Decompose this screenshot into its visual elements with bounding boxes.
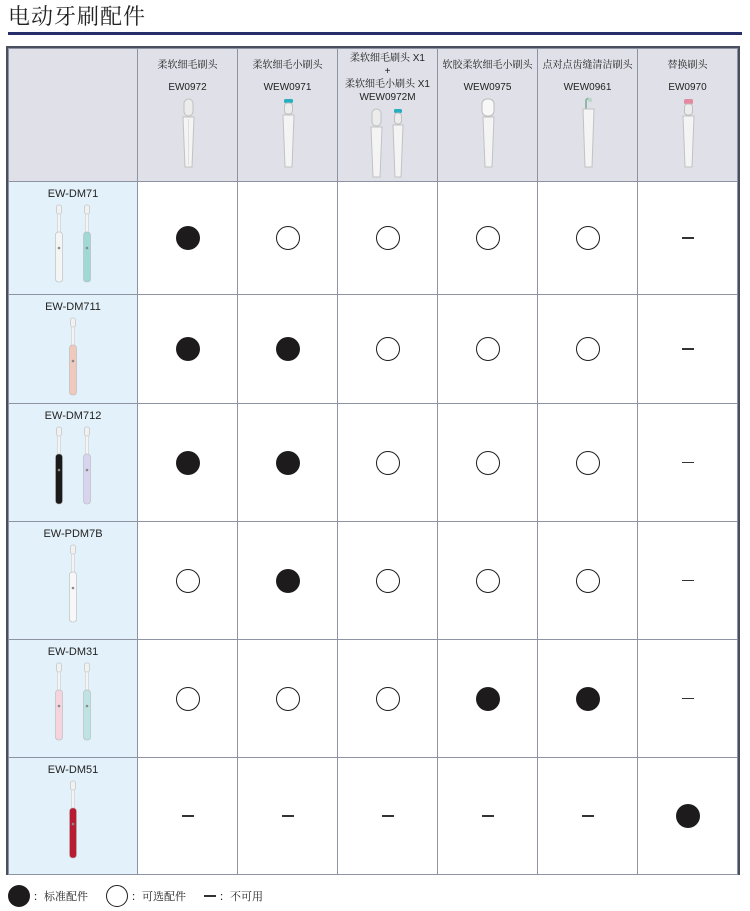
optional-accessory-mark-icon bbox=[176, 687, 200, 711]
standard-accessory-mark-icon bbox=[676, 804, 700, 828]
model-header bbox=[9, 522, 138, 640]
not-applicable-dash-icon bbox=[682, 237, 694, 239]
accessory-header-ew0972 bbox=[138, 49, 238, 182]
model-name: EW-DM51 bbox=[47, 764, 99, 776]
optional-accessory-mark-icon bbox=[476, 451, 500, 475]
accessory-name: 柔软细毛刷头 bbox=[157, 60, 218, 71]
accessory-name: 替换刷头 bbox=[667, 60, 708, 71]
standard-accessory-mark-icon bbox=[276, 451, 300, 475]
not-applicable-dash-icon bbox=[204, 895, 216, 897]
compatibility-cell bbox=[438, 640, 538, 758]
compatibility-cell bbox=[138, 522, 238, 640]
accessory-header-wew0975 bbox=[438, 49, 538, 182]
model-name: EW-DM711 bbox=[45, 301, 101, 313]
model-row bbox=[9, 758, 738, 875]
not-applicable-dash-icon bbox=[682, 462, 694, 464]
compatibility-cell bbox=[138, 295, 238, 404]
model-name: EW-PDM7B bbox=[43, 528, 103, 540]
optional-accessory-mark-icon bbox=[376, 687, 400, 711]
compatibility-cell bbox=[238, 522, 338, 640]
title-underline bbox=[8, 32, 742, 35]
accessory-name: 柔软细毛小刷头 bbox=[252, 60, 323, 71]
model-header bbox=[9, 182, 138, 295]
optional-accessory-mark-icon bbox=[376, 451, 400, 475]
toothbrush-icon bbox=[63, 317, 83, 397]
optional-accessory-mark-icon bbox=[106, 885, 128, 907]
replacement-brush-head-icon bbox=[676, 97, 700, 169]
compatibility-cell bbox=[638, 758, 738, 875]
standard-accessory-mark-icon bbox=[176, 451, 200, 475]
not-applicable-dash-icon bbox=[482, 815, 494, 817]
legend-standard-label: ：标准配件 bbox=[33, 891, 88, 903]
compatibility-cell bbox=[138, 640, 238, 758]
optional-accessory-mark-icon bbox=[476, 226, 500, 250]
standard-accessory-mark-icon bbox=[476, 687, 500, 711]
table-corner-cell bbox=[9, 49, 138, 182]
compatibility-cell bbox=[538, 522, 638, 640]
model-name: EW-DM31 bbox=[47, 646, 99, 658]
model-name: EW-DM71 bbox=[47, 188, 99, 200]
standard-accessory-mark-icon bbox=[176, 226, 200, 250]
compatibility-cell bbox=[438, 522, 538, 640]
compatibility-cell bbox=[638, 182, 738, 295]
toothbrush-icon bbox=[47, 426, 99, 506]
compatibility-cell bbox=[238, 295, 338, 404]
optional-accessory-mark-icon bbox=[376, 337, 400, 361]
accessory-code: WEW0961 bbox=[563, 82, 612, 93]
compatibility-cell bbox=[638, 640, 738, 758]
accessory-code: WEW0971 bbox=[263, 82, 312, 93]
accessory-name-line-2: 柔软细毛小刷头 X1 bbox=[344, 79, 430, 90]
compatibility-cell bbox=[538, 182, 638, 295]
not-applicable-dash-icon bbox=[282, 815, 294, 817]
accessory-code: WEW0972M bbox=[359, 92, 416, 103]
compatibility-cell bbox=[538, 640, 638, 758]
compatibility-cell bbox=[138, 182, 238, 295]
compatibility-cell bbox=[638, 522, 738, 640]
not-applicable-dash-icon bbox=[682, 698, 694, 700]
accessory-code: EW0970 bbox=[668, 82, 707, 93]
accessory-header-wew0971 bbox=[238, 49, 338, 182]
accessory-code: EW0972 bbox=[168, 82, 207, 93]
standard-accessory-mark-icon bbox=[8, 885, 30, 907]
model-header bbox=[9, 758, 138, 875]
legend-na-label: ：不可用 bbox=[219, 891, 263, 903]
optional-accessory-mark-icon bbox=[576, 226, 600, 250]
compatibility-table-frame bbox=[6, 46, 740, 875]
toothbrush-icon bbox=[63, 780, 83, 860]
compatibility-cell bbox=[238, 758, 338, 875]
rubber-brush-head-icon bbox=[476, 97, 500, 169]
compatibility-cell bbox=[338, 640, 438, 758]
compatibility-cell bbox=[138, 404, 238, 522]
small-brush-head-icon bbox=[276, 97, 300, 169]
optional-accessory-mark-icon bbox=[576, 337, 600, 361]
compatibility-cell bbox=[538, 295, 638, 404]
optional-accessory-mark-icon bbox=[576, 451, 600, 475]
not-applicable-dash-icon bbox=[682, 580, 694, 582]
legend-optional-label: ：可选配件 bbox=[131, 891, 186, 903]
model-row bbox=[9, 182, 738, 295]
standard-accessory-mark-icon bbox=[176, 337, 200, 361]
not-applicable-dash-icon bbox=[382, 815, 394, 817]
compatibility-cell bbox=[338, 182, 438, 295]
standard-accessory-mark-icon bbox=[276, 569, 300, 593]
accessory-header-ew0970 bbox=[638, 49, 738, 182]
compatibility-cell bbox=[438, 182, 538, 295]
compatibility-cell bbox=[638, 404, 738, 522]
compatibility-cell bbox=[338, 295, 438, 404]
page-title: 电动牙刷配件 bbox=[8, 4, 147, 29]
compatibility-cell bbox=[338, 758, 438, 875]
compatibility-cell bbox=[438, 295, 538, 404]
standard-accessory-mark-icon bbox=[276, 337, 300, 361]
optional-accessory-mark-icon bbox=[176, 569, 200, 593]
compatibility-cell bbox=[638, 295, 738, 404]
not-applicable-dash-icon bbox=[182, 815, 194, 817]
compatibility-cell bbox=[538, 404, 638, 522]
model-row bbox=[9, 295, 738, 404]
accessory-name: 软胶柔软细毛小刷头 bbox=[442, 60, 533, 71]
toothbrush-icon bbox=[47, 204, 99, 284]
toothbrush-icon bbox=[63, 544, 83, 624]
model-name: EW-DM712 bbox=[44, 410, 102, 422]
compatibility-cell bbox=[438, 758, 538, 875]
optional-accessory-mark-icon bbox=[576, 569, 600, 593]
point-brush-head-icon bbox=[576, 97, 600, 169]
compatibility-cell bbox=[438, 404, 538, 522]
model-row bbox=[9, 522, 738, 640]
optional-accessory-mark-icon bbox=[376, 569, 400, 593]
accessory-name-line-1: 柔软细毛刷头 X1 bbox=[349, 53, 425, 64]
toothbrush-icon bbox=[47, 662, 99, 742]
brush-head-icon bbox=[176, 97, 200, 169]
accessory-name-plus: + bbox=[384, 66, 391, 77]
model-row bbox=[9, 640, 738, 758]
compatibility-cell bbox=[138, 758, 238, 875]
compatibility-cell bbox=[238, 640, 338, 758]
not-applicable-dash-icon bbox=[682, 348, 694, 350]
accessory-header-wew0972m bbox=[338, 49, 438, 182]
standard-accessory-mark-icon bbox=[576, 687, 600, 711]
accessory-code: WEW0975 bbox=[463, 82, 512, 93]
model-header bbox=[9, 295, 138, 404]
optional-accessory-mark-icon bbox=[276, 687, 300, 711]
optional-accessory-mark-icon bbox=[476, 569, 500, 593]
legend bbox=[8, 884, 281, 908]
not-applicable-dash-icon bbox=[582, 815, 594, 817]
compatibility-cell bbox=[338, 404, 438, 522]
optional-accessory-mark-icon bbox=[476, 337, 500, 361]
compatibility-cell bbox=[538, 758, 638, 875]
accessory-header-row bbox=[9, 49, 738, 182]
optional-accessory-mark-icon bbox=[376, 226, 400, 250]
accessory-header-wew0961 bbox=[538, 49, 638, 182]
accessory-name: 点对点齿缝清洁刷头 bbox=[542, 60, 633, 71]
optional-accessory-mark-icon bbox=[276, 226, 300, 250]
compatibility-table bbox=[8, 48, 738, 875]
compatibility-cell bbox=[238, 404, 338, 522]
compatibility-cell bbox=[338, 522, 438, 640]
model-header bbox=[9, 404, 138, 522]
compatibility-cell bbox=[238, 182, 338, 295]
model-header bbox=[9, 640, 138, 758]
model-row bbox=[9, 404, 738, 522]
brush-head-set-icon bbox=[363, 107, 413, 179]
